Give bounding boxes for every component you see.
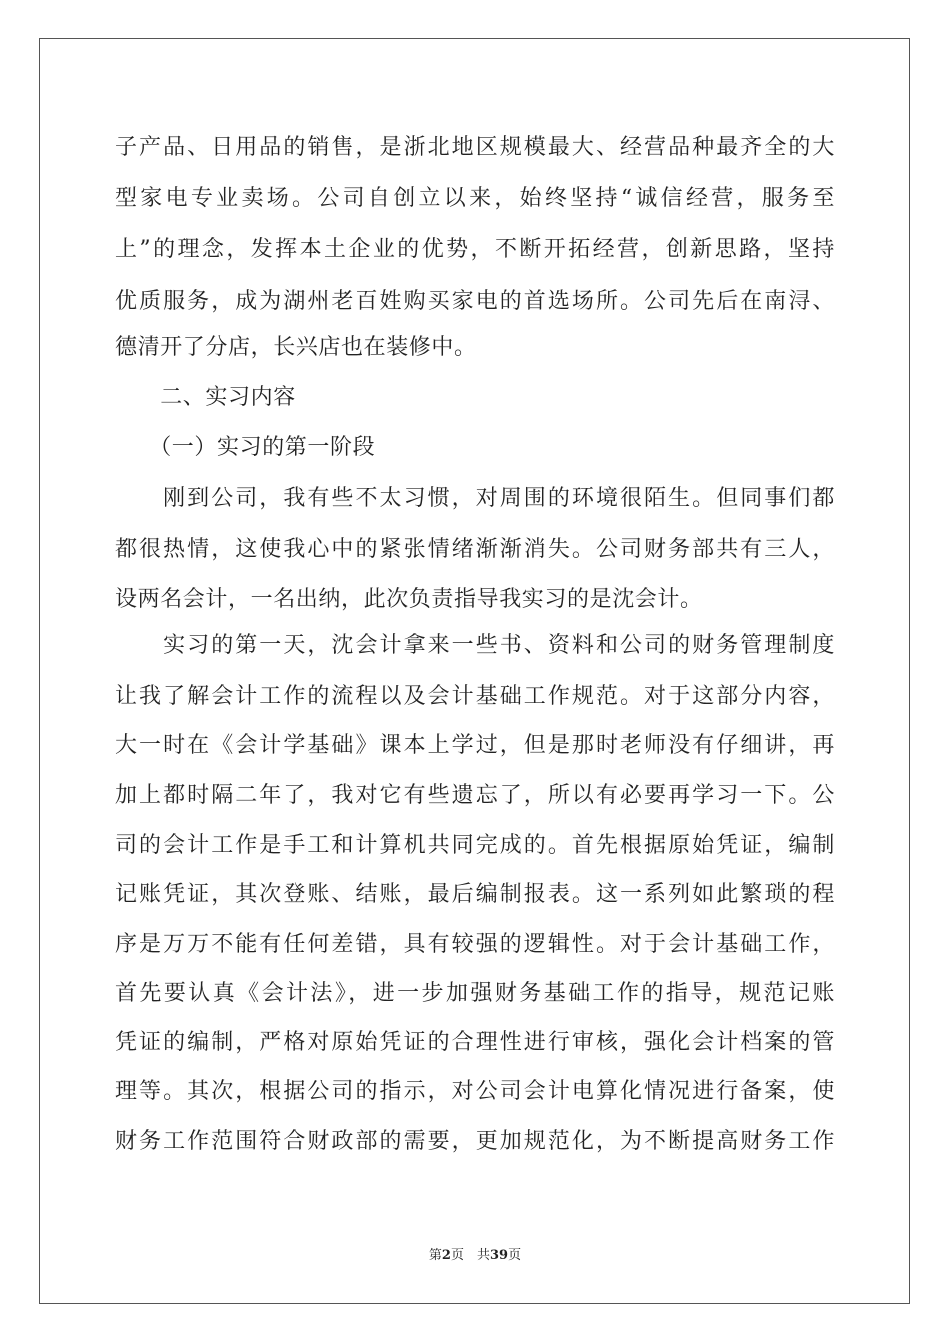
paragraph-line: 记账凭证，其次登账、结账，最后编制报表。这一系列如此繁琐的程 — [115, 882, 835, 907]
paragraph-line: 让我了解会计工作的流程以及会计基础工作规范。对于这部分内容， — [115, 684, 835, 709]
paragraph-line: 都很热情，这使我心中的紧张情绪渐渐消失。公司财务部共有三人， — [115, 537, 835, 562]
paragraph-line: 理等。其次，根据公司的指示，对公司会计电算化情况进行备案，使 — [115, 1079, 835, 1104]
paragraph-line: 德清开了分店，长兴店也在装修中。 — [115, 335, 477, 360]
paragraph-line: 上”的理念，发挥本土企业的优势，不断开拓经营，创新思路，坚持 — [115, 237, 835, 262]
paragraph-line: 优质服务，成为湖州老百姓购买家电的首选场所。公司先后在南浔、 — [115, 289, 835, 314]
page-frame — [39, 38, 910, 1304]
paragraph-line: 设两名会计，一名出纳，此次负责指导我实习的是沈会计。 — [115, 587, 703, 612]
paragraph-line: 子产品、日用品的销售，是浙北地区规模最大、经营品种最齐全的大 — [115, 135, 835, 160]
paragraph-line: 首先要认真《会计法》，进一步加强财务基础工作的指导，规范记账 — [115, 981, 835, 1006]
total-suffix: 页 — [508, 1248, 522, 1263]
paragraph-line: 序是万万不能有任何差错，具有较强的逻辑性。对于会计基础工作， — [115, 932, 835, 957]
paragraph-line: 大一时在《会计学基础》课本上学过，但是那时老师没有仔细讲，再 — [115, 733, 835, 758]
paragraph-line: 实习的第一天，沈会计拿来一些书、资料和公司的财务管理制度 — [115, 633, 835, 658]
paragraph-line: 型家电专业卖场。公司自创立以来，始终坚持“诚信经营，服务至 — [115, 186, 835, 211]
subsection-heading: （一）实习的第一阶段 — [115, 435, 376, 460]
page-prefix: 第 — [428, 1248, 442, 1263]
section-heading: 二、实习内容 — [115, 385, 296, 410]
paragraph-line: 加上都时隔二年了，我对它有些遗忘了，所以有必要再学习一下。公 — [115, 783, 835, 808]
paragraph-line: 凭证的编制，严格对原始凭证的合理性进行审核，强化会计档案的管 — [115, 1030, 835, 1055]
page-footer — [0, 1244, 950, 1263]
paragraph-line: 刚到公司，我有些不太习惯，对周围的环境很陌生。但同事们都 — [115, 486, 835, 511]
total-pages: 39 — [490, 1248, 509, 1263]
total-prefix: 共 — [476, 1248, 490, 1263]
paragraph-line: 司的会计工作是手工和计算机共同完成的。首先根据原始凭证，编制 — [115, 833, 835, 858]
page-number: 2 — [441, 1248, 451, 1263]
paragraph-line: 财务工作范围符合财政部的需要，更加规范化，为不断提高财务工作 — [115, 1129, 835, 1154]
page-suffix: 页 — [450, 1248, 464, 1263]
